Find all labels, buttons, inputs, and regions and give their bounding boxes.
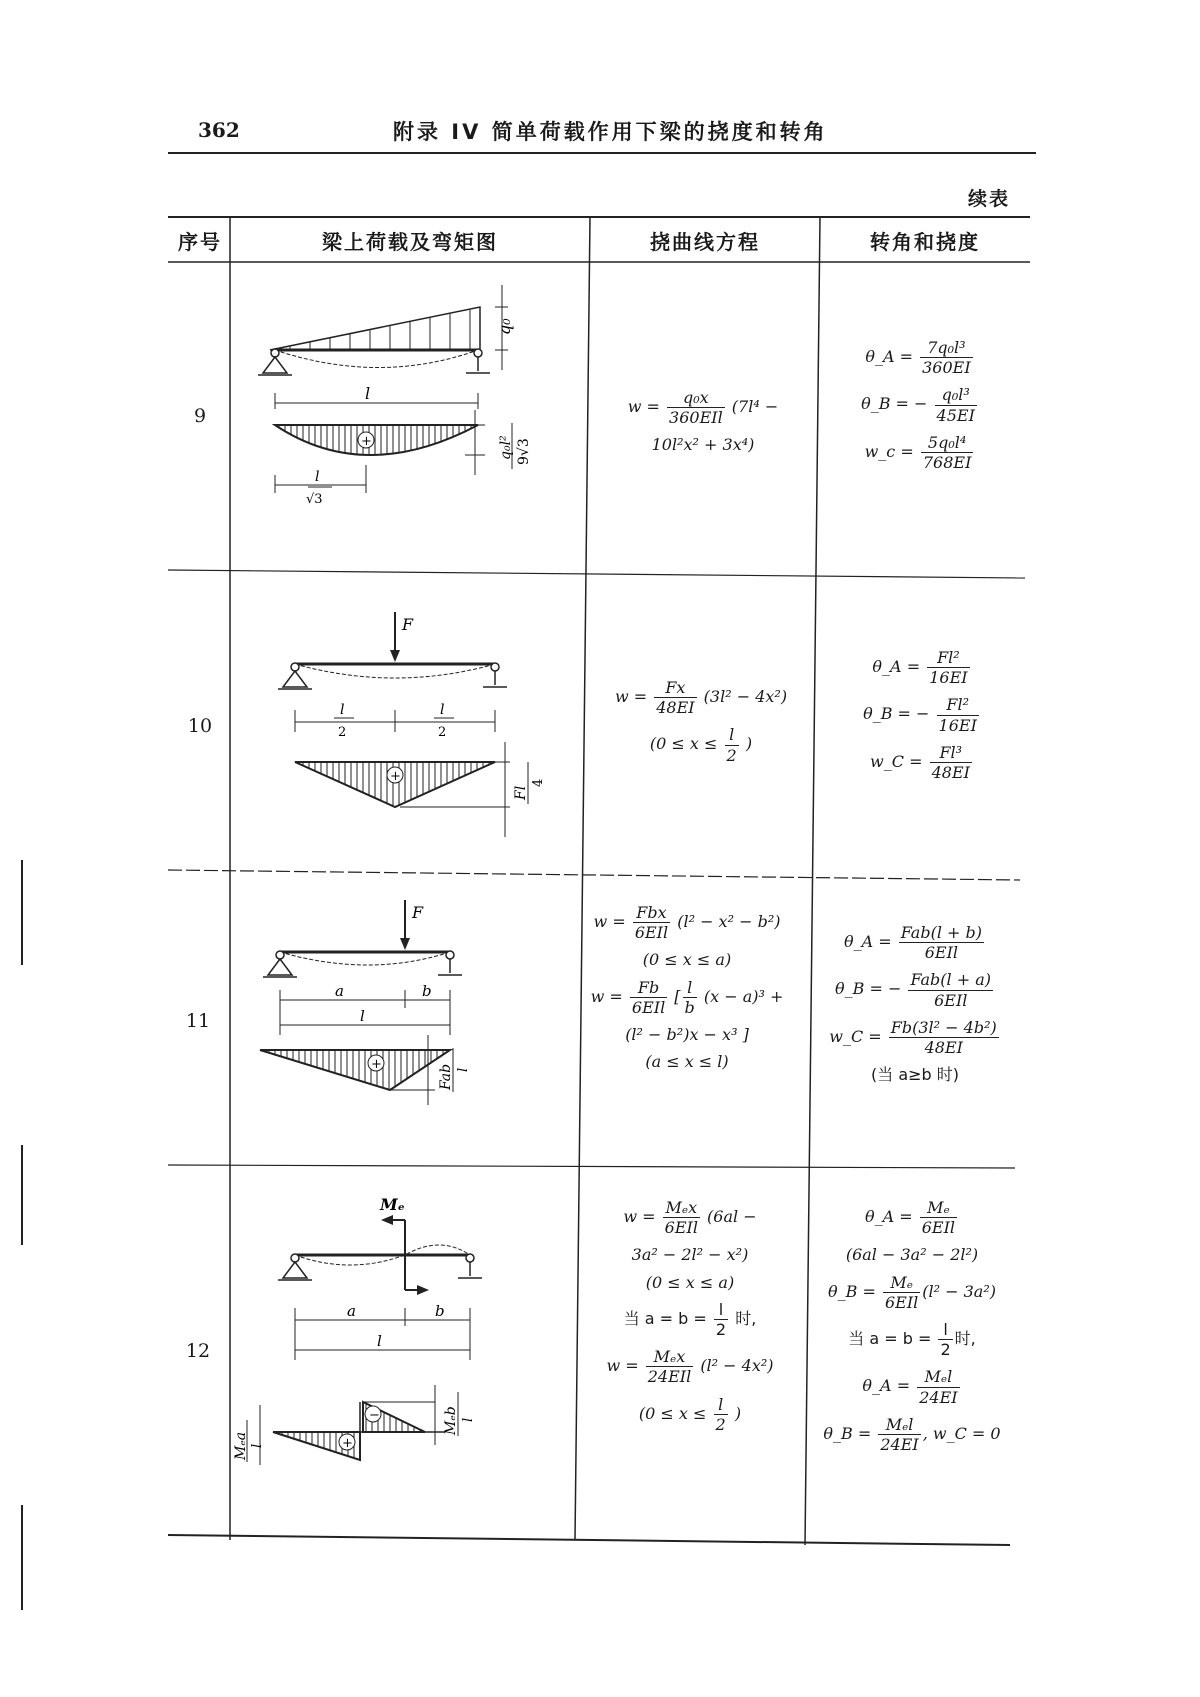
page-number: 362 (198, 118, 240, 142)
theta-b-fraction (937, 695, 979, 734)
row9-diagram (270, 285, 580, 555)
eq-rest1: (3l² − 4x²) (703, 687, 788, 707)
mmax-num: q₀l² (498, 435, 514, 460)
result-condition-num: l (938, 1320, 952, 1340)
eq-condition-end: 时, (735, 1308, 757, 1328)
half-l-num-1: l (340, 702, 345, 718)
row10-diagram (270, 612, 580, 852)
xmax-num: l (315, 469, 320, 485)
theta-a2-fraction (917, 1367, 959, 1406)
w-c-den: 768EI (922, 452, 972, 472)
col-header-result: 转角和挠度 (870, 230, 980, 254)
w-c-num: Fb(3l² − 4b²) (890, 1017, 997, 1037)
eq-condition-fraction (714, 1300, 728, 1339)
theta-b-num: Fab(l + a) (910, 970, 991, 990)
w-c-den: 48EI (931, 762, 970, 782)
eq-rest1: (l² − x² − b²) (677, 912, 781, 932)
eq-num: q₀x (667, 388, 725, 408)
col-header-equation: 挠曲线方程 (650, 230, 760, 254)
minus-sign: − (369, 1408, 380, 1423)
result-condition-end: 时, (954, 1329, 976, 1349)
result-condition-den: 2 (940, 1340, 951, 1360)
eq-w: w = (623, 1207, 656, 1227)
eq-rest1: (6al − (707, 1207, 757, 1227)
mmax-num: Fab (438, 1063, 454, 1090)
half-l-num-2: l (440, 702, 445, 718)
eq-inner-den: b (684, 997, 695, 1017)
theta-a-fraction (920, 338, 973, 377)
right-moment-den: l (461, 1417, 476, 1422)
page-title: 附录 IV 简单荷载作用下梁的挠度和转角 (393, 120, 828, 144)
theta-a: θ_A = (872, 657, 921, 677)
eq-range-num: l (725, 725, 739, 745)
eq-fraction (633, 903, 670, 942)
row-number-12: 12 (185, 1340, 211, 1362)
half-l-den-2: 2 (438, 725, 447, 740)
theta-a-num: Mₑ (920, 1198, 957, 1218)
theta-b: θ_B = − (835, 979, 902, 999)
w-c-fraction (930, 743, 972, 782)
theta-a-num: 7q₀l³ (920, 338, 973, 358)
eq-inner-fraction (683, 978, 697, 1017)
theta-b-num: Fl² (937, 695, 979, 715)
b-label: b (435, 1302, 445, 1320)
theta-b: θ_B = − (861, 394, 928, 414)
row-number-9: 9 (193, 405, 207, 427)
mmax-den: 4 (531, 778, 546, 787)
mmax-den: l (456, 1067, 471, 1072)
eq-w2: w = (590, 986, 623, 1006)
eq-rest2: 3a² − 2l² − x²) (631, 1245, 749, 1265)
row12-diagram (233, 1190, 565, 1510)
theta-b-num: Mₑ (883, 1273, 920, 1293)
w-c: w_C = (870, 751, 923, 771)
a-label: a (347, 1302, 356, 1320)
q0-label: q₀ (495, 318, 514, 335)
theta-b2-fraction (878, 1415, 920, 1454)
continued-label: 续表 (967, 188, 1010, 210)
left-moment-den: l (250, 1443, 265, 1448)
eq-num: Fx (654, 678, 696, 698)
eq-den: 6EIl (634, 923, 669, 943)
eq-w: w = (614, 687, 648, 707)
moment-sign: + (390, 769, 401, 784)
eq-condition: 当 a = b = (623, 1308, 707, 1328)
eq-rest2: (x − a)³ + (703, 986, 784, 1006)
eq-num2: Fb (630, 978, 667, 998)
theta-a-den: 6EIl (921, 1218, 956, 1238)
w-c: w_C = (829, 1026, 882, 1046)
row9-results (830, 330, 1010, 480)
eq-den: 48EI (656, 698, 695, 718)
eq-num: Mₑx (663, 1198, 700, 1218)
eq-fraction (667, 388, 725, 427)
eq-fraction (663, 1198, 700, 1237)
theta-b2-den: 24EI (880, 1434, 919, 1454)
eq-range2-end: ) (734, 1403, 742, 1423)
eq-range: (0 ≤ x ≤ (649, 734, 718, 754)
eq-range-fraction (725, 725, 739, 764)
eq-inner-num: l (683, 978, 697, 998)
result-condition-fraction (938, 1320, 952, 1359)
eq-range1: (0 ≤ x ≤ a) (645, 1272, 735, 1292)
theta-a2-num: Mₑl (917, 1367, 959, 1387)
w-c-den: 48EI (924, 1037, 963, 1057)
theta-b-fraction (935, 385, 977, 424)
span-l-label: l (365, 384, 371, 403)
row10-equation (596, 670, 806, 773)
theta-a-den: 16EI (929, 668, 968, 688)
mmax-num: Fl (513, 785, 529, 800)
condition-note: (当 a≥b 时) (870, 1065, 960, 1085)
theta-a-num: Fab(l + b) (900, 923, 982, 942)
eq-w: w = (593, 912, 626, 932)
result-condition: 当 a = b = (848, 1329, 932, 1349)
theta-b-tail: (l² − 3a²) (922, 1281, 996, 1301)
half-l-den-1: 2 (338, 725, 347, 740)
eq-den2: 24EIl (647, 1367, 692, 1387)
row12-results (812, 1190, 1012, 1462)
row11-results (815, 915, 1015, 1092)
eq-num: Fbx (633, 903, 670, 923)
row-number-10: 10 (187, 715, 213, 737)
col-header-no: 序号 (178, 230, 222, 254)
eq-fraction2 (646, 1347, 693, 1386)
theta-a: θ_A = (844, 932, 892, 952)
theta-b-den: 16EI (938, 715, 977, 735)
theta-b-num: q₀l³ (935, 385, 977, 405)
theta-a-fraction (927, 648, 969, 687)
theta-a2-den: 24EI (919, 1387, 958, 1407)
theta-a-den: 6EIl (924, 943, 959, 963)
theta-a-fraction (899, 923, 984, 962)
w-c-fraction (889, 1018, 999, 1057)
row11-equation: w = $\frac{\text{Fbx}}{\text{6EIl}}$ (l² − x² − b²) (0 ≤ x ≤ a) w = $\frac{Fb}{\text{6EIl}}$ [ $\frac{l}{b}$ (x − a)³ + (l² − b²)x − x³ ] (a ≤ x ≤ l) (582, 895, 792, 1079)
eq-range2-den: 2 (715, 1414, 726, 1434)
theta-b: θ_B = (827, 1281, 876, 1301)
l-label: l (360, 1007, 365, 1025)
eq-fraction2 (630, 978, 667, 1017)
theta-b-fraction (908, 970, 993, 1009)
moment-load-label: Mₑ (380, 1195, 405, 1214)
row11-diagram (260, 900, 570, 1130)
eq-rest2: 10l²x² + 3x⁴) (651, 435, 755, 455)
theta-b2-num: Mₑl (878, 1415, 920, 1435)
moment-sign: + (371, 1057, 382, 1072)
eq-range1: (0 ≤ x ≤ a) (642, 950, 732, 970)
w-c-num: Fl³ (930, 743, 972, 763)
eq-den: 6EIl (664, 1218, 698, 1238)
eq-range2-num: l (714, 1395, 728, 1415)
col-header-diagram: 梁上荷载及弯矩图 (322, 230, 498, 254)
theta-a2: θ_A = (862, 1376, 911, 1396)
eq-rest1: (7l⁴ − (731, 397, 779, 417)
eq-range2-fraction (714, 1395, 728, 1434)
left-moment-num: Mₑa (233, 1431, 249, 1460)
eq-num2: Mₑx (646, 1347, 693, 1367)
w-c-fraction (921, 433, 974, 472)
row-number-11: 11 (185, 1010, 211, 1032)
eq-w: w = (627, 397, 660, 417)
eq-den: 360EIl (669, 408, 723, 428)
theta-b2: θ_B = (823, 1423, 872, 1443)
row10-results (832, 640, 1012, 790)
eq-range-end: ) (745, 734, 753, 754)
theta-a: θ_A = (864, 1207, 913, 1227)
w-c-num: 5q₀l⁴ (921, 433, 974, 453)
eq-range2: (a ≤ x ≤ l) (645, 1052, 729, 1072)
force-label: F (402, 615, 414, 634)
eq-fraction (654, 678, 696, 717)
row9-equation (598, 380, 808, 463)
mmax-den: 9√3 (516, 438, 532, 465)
theta-b-den: 6EIl (934, 990, 968, 1010)
theta-b2-tail: , w_C = 0 (922, 1423, 1001, 1443)
l-label: l (377, 1332, 382, 1350)
xmax-den: √3 (306, 492, 323, 507)
eq-den2: 6EIl (631, 997, 666, 1017)
right-moment-num: Mₑb (443, 1406, 459, 1435)
theta-b-den: 45EI (936, 405, 975, 425)
force-label: F (412, 903, 424, 922)
eq-range2: (0 ≤ x ≤ (638, 1403, 707, 1423)
a-label: a (335, 982, 344, 1000)
theta-b-fraction (883, 1273, 920, 1312)
eq-condition-den: 2 (715, 1319, 727, 1339)
plus-sign: + (342, 1436, 353, 1451)
theta-a: θ_A = (865, 347, 914, 367)
theta-b: θ_B = − (863, 704, 930, 724)
b-label: b (422, 982, 432, 1000)
eq-range-den: 2 (726, 745, 737, 765)
moment-sign: + (361, 434, 372, 449)
w-c: w_c = (864, 441, 914, 461)
theta-a-fraction (920, 1198, 957, 1237)
theta-b-den: 6EIl (884, 1292, 919, 1312)
theta-a-num: Fl² (927, 648, 969, 668)
theta-a-tail: (6al − 3a² − 2l²) (845, 1245, 979, 1265)
eq-condition-num: l (714, 1300, 728, 1320)
theta-a-den: 360EI (922, 358, 971, 378)
eq-w2: w = (606, 1356, 639, 1376)
eq-rest3: (l² − 4x²) (700, 1356, 774, 1376)
row12-equation (585, 1190, 795, 1442)
eq-rest3: (l² − b²)x − x³ ] (625, 1024, 749, 1044)
